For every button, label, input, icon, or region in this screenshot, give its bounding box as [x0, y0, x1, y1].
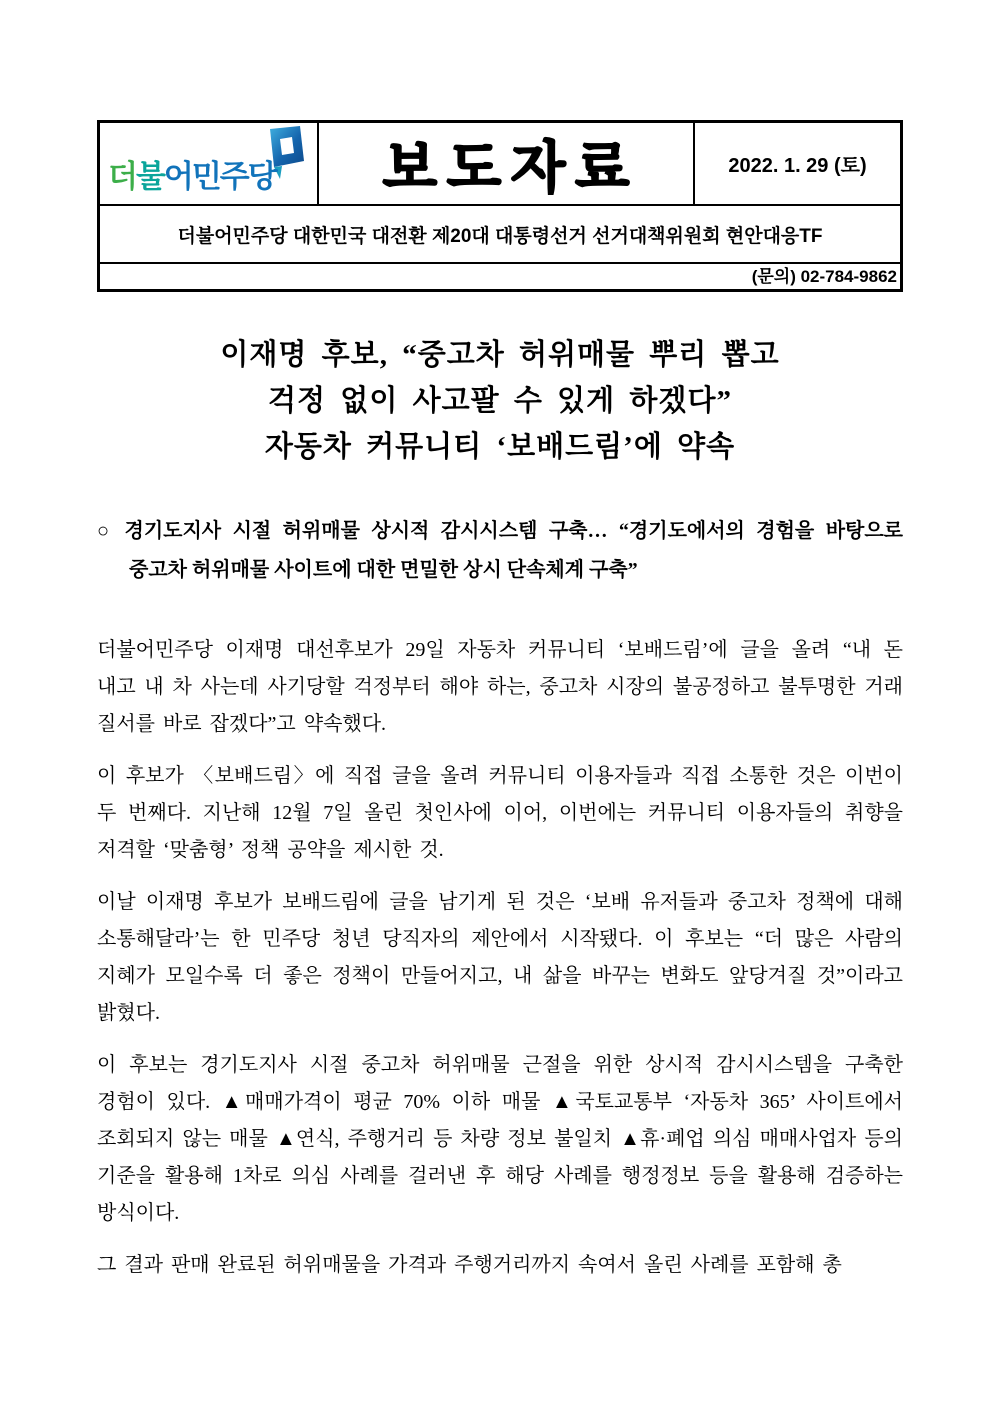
doc-type-cell — [319, 123, 695, 204]
body-paragraph-1: 더불어민주당 이재명 대선후보가 29일 자동차 커뮤니티 ‘보배드림’에 글을 올려 “내 돈 내고 내 차 사는데 사기당할 걱정부터 해야 하는, 중고차 시장의 불공정하고 불투명한 거래 질서를 바로 잡겠다”고 약속했다. — [97, 639, 903, 735]
header-row-main — [100, 123, 900, 204]
party-logo-cell — [100, 123, 319, 204]
summary-highlight — [97, 512, 903, 590]
highlight-marker: ○ — [97, 520, 116, 542]
body-paragraph-5: 그 결과 판매 완료된 허위매물을 가격과 주행거리까지 속여서 올린 사례를 포함해 총 — [97, 1254, 842, 1276]
highlight-text: 경기도지사 시절 허위매물 상시적 감시시스템 구축… “경기도에서의 경험을 바탕으로 중고차 허위매물 사이트에 대한 면밀한 상시 단속체계 구축” — [124, 520, 903, 581]
logo-part-teal: 불 — [135, 159, 164, 194]
body-paragraph-4: 이 후보는 경기도지사 시절 중고차 허위매물 근절을 위한 상시적 감시시스템을 구축한 경험이 있다. ▲매매가격이 평균 70% 이하 매물 ▲국토교통부 ‘자동차 365’ 사이트에서 조회되지 않는 매물 ▲연식, 주행거리 등 차량 정보 불일치 ▲휴·폐업 의심 매매사업자 등의 기준을 활용해 1차로 의심 사례를 걸러낸 후 해당 사례를 행정정보 등을 활용해 검증하는 방식이다. — [97, 1054, 903, 1224]
contact-info: (문의) 02-784-9862 — [100, 262, 900, 289]
title-line-3: 자동차 커뮤니티 ‘보배드림’에 약속 — [264, 431, 736, 463]
logo-part-blue: 어민주당 — [163, 159, 276, 194]
body-paragraph-3: 이날 이재명 후보가 보배드림에 글을 남기게 된 것은 ‘보배 유저들과 중고차 정책에 대해 소통해달라’는 한 민주당 청년 당직자의 제안에서 시작됐다. 이 후보는 “더 많은 사람의 지혜가 모일수록 더 좋은 정책이 만들어지고, 내 삶을 바꾸는 변화도 앞당겨질 것”이라고 밝혔다. — [97, 891, 903, 1024]
title-line-2: 걱정 없이 사고팔 수 있게 하겠다” — [268, 385, 732, 417]
logo-part-green: 더 — [108, 159, 136, 194]
title-line-1: 이재명 후보, “중고차 허위매물 뿌리 뽑고 — [220, 339, 780, 371]
date-cell — [695, 123, 900, 204]
document-content — [97, 120, 903, 1284]
main-title — [97, 332, 903, 470]
committee-subtitle: 더불어민주당 대한민국 대전환 제20대 대통령선거 선거대책위원회 현안대응TF — [100, 204, 900, 262]
party-logo-text — [108, 151, 276, 196]
release-date: 2022. 1. 29 (토) — [728, 155, 867, 177]
body-paragraph-2: 이 후보가 〈보배드림〉에 직접 글을 올려 커뮤니티 이용자들과 직접 소통한 것은 이번이 두 번째다. 지난해 12월 7일 올린 첫인사에 이어, 이번에는 커뮤니티 이용자들의 취향을 저격할 ‘맞춤형’ 정책 공약을 제시한 것. — [97, 765, 903, 861]
doc-type-title: 보도자료 — [382, 135, 640, 199]
header-table — [97, 120, 903, 292]
